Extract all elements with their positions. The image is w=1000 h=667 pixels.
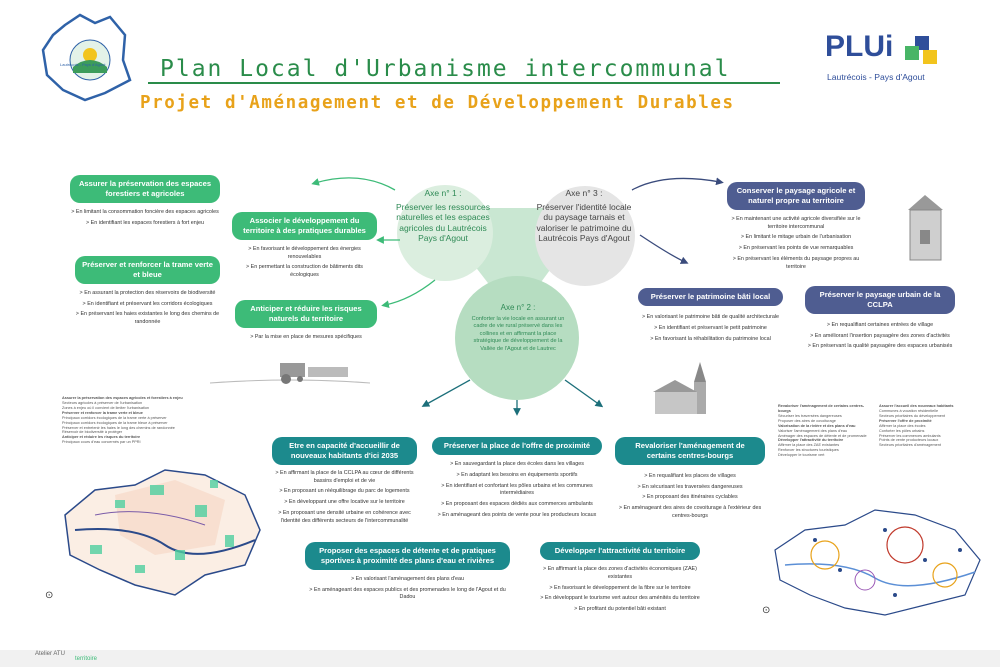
legend-row: Préserver et entretenir les haies le long des chemins de randonnée bbox=[62, 425, 175, 430]
footer-partner-1: Atelier ATU bbox=[35, 651, 65, 657]
axe1-objective-4[interactable] bbox=[235, 300, 377, 345]
objective-item: > En préservant les haies existantes le long des chemins de randonnée bbox=[75, 311, 220, 326]
legend-row: Renforcer les structures touristiques bbox=[778, 448, 839, 453]
legend-row: Principaux corridors écologiques de la trame bleue à préserver bbox=[62, 420, 168, 425]
right-territory-map[interactable] bbox=[765, 500, 990, 620]
left-territory-map[interactable] bbox=[55, 455, 270, 605]
plui-caption: Lautrécois - Pays d'Agout bbox=[827, 72, 925, 82]
objective-title: Préserver le patrimoine bâti local bbox=[638, 288, 783, 306]
axe1-objective-3[interactable] bbox=[75, 256, 220, 330]
legend-row: Aménager des espaces de détente et de promenade bbox=[778, 433, 867, 438]
legend-row: Préserver et renforcer la trame verte et bleue bbox=[62, 410, 143, 415]
footer-bar bbox=[0, 650, 1000, 667]
axe2-objective-5[interactable] bbox=[540, 542, 700, 617]
objective-item: > En affirmant la place des zones d'activités économiques (ZAE) existantes bbox=[543, 565, 697, 580]
legend-row: Secteurs agricoles à préserver de l'urbanisation bbox=[62, 400, 143, 405]
objective-item: > En affirmant la place de la CCLPA au cœur de différents bassins d'emploi et de vie bbox=[275, 469, 414, 484]
objective-item: > En développant le tourisme vert autour des aménités du territoire bbox=[540, 595, 700, 602]
axe3-objective-3[interactable] bbox=[805, 286, 955, 354]
objective-item: > En proposant des itinéraires cyclables bbox=[642, 494, 738, 501]
objective-item: > Par la mise en place de mesures spécifiques bbox=[250, 333, 362, 340]
objective-item: > En aménageant des espaces publics et des promenades le long de l'Agout et du Dadou bbox=[309, 586, 506, 601]
footer-partner-2: territoire bbox=[75, 656, 98, 662]
legend-row: Principaux corridors écologiques de la trame verte à préserver bbox=[62, 415, 167, 420]
objective-item: > En favorisant la réhabilitation du patrimoine local bbox=[650, 335, 771, 342]
objective-item: > En identifiant et confortant les pôles urbains et les communes intermédiaires bbox=[441, 482, 593, 497]
objective-item: > En requalifiant certaines entrées de village bbox=[826, 321, 934, 328]
legend-row: Principaux cours d'eau concernés par un PPRI bbox=[62, 440, 141, 445]
cc-logo-caption: Lautrécois - Pays d'Agout bbox=[60, 62, 106, 67]
objective-title: Associer le développement du territoire à des pratiques durables bbox=[232, 212, 377, 240]
legend-row: Préserver l'offre de proximité bbox=[879, 418, 932, 423]
axe3-text: Préserver l'identité locale du paysage tarnais et valoriser le patrimoine du Lautrécois Pays d'Agout bbox=[536, 202, 632, 243]
legend-row: Affirmer la place des ZAE existantes bbox=[778, 443, 840, 448]
axe2-objective-4[interactable] bbox=[305, 542, 510, 605]
objective-title: Préserver la place de l'offre de proximité bbox=[432, 437, 602, 455]
objective-title: Préserver le paysage urbain de la CCLPA bbox=[805, 286, 955, 314]
objective-item: > En proposant des espaces dédiés aux commerces ambulants bbox=[441, 501, 593, 508]
axe2-objective-3[interactable] bbox=[615, 437, 765, 524]
axe1-label: Axe n° 1 : bbox=[424, 188, 462, 198]
right-map-legend bbox=[778, 404, 978, 458]
objective-item: > En identifiant et préservant les corridors écologiques bbox=[82, 300, 213, 307]
tractor-illustration bbox=[210, 355, 370, 385]
objective-item: > En sauvegardant la place des écoles dans les villages bbox=[450, 460, 584, 467]
objective-item: > En limitant la consommation foncière des espaces agricoles bbox=[71, 208, 219, 215]
legend-row: Communes à vocation résidentielle bbox=[879, 408, 939, 413]
axe2-objective-1[interactable] bbox=[272, 437, 417, 529]
axe1-objective-1[interactable] bbox=[70, 175, 220, 230]
objective-title: Anticiper et réduire les risques naturels du territoire bbox=[235, 300, 377, 328]
legend-row: Secteurs prioritaires d'aménagement bbox=[879, 443, 941, 448]
objective-item: > En aménageant des aires de covoiturage à l'extérieur des centres-bourgs bbox=[618, 505, 762, 520]
objective-item: > En préservant les points de vue remarquables bbox=[738, 245, 854, 252]
legend-row: Conforter les pôles urbains bbox=[879, 428, 925, 433]
church-tower-illustration bbox=[898, 190, 953, 265]
legend-row: Anticiper et réduire les risques du territoire bbox=[62, 435, 141, 440]
axe2-text: Conforter la vie locale en assurant un cadre de vie rural préservé dans les collines et en affirmant la place stratégique de développement de la Vallée de l'Agout et de Lautrec bbox=[471, 315, 565, 352]
legend-row: Proposer des aires de covoiturage bbox=[778, 418, 836, 423]
objective-item: > En identifiant les espaces forestiers à fort enjeu bbox=[86, 219, 204, 226]
legend-row: Zones à enjeu où il convient de limiter l'urbanisation bbox=[62, 405, 150, 410]
objective-title: Proposer des espaces de détente et de pratiques sportives à proximité des plans d'eau et rivières bbox=[305, 542, 510, 570]
objective-item: > En limitant le mitage urbain de l'urbanisation bbox=[740, 234, 852, 241]
objective-item: > En valorisant le patrimoine bâti de qualité architecturale bbox=[641, 313, 780, 320]
legend-row: Affirmer la place des écoles bbox=[879, 423, 926, 428]
legend-row: Développer le tourisme vert bbox=[778, 453, 825, 458]
objective-title: Développer l'attractivité du territoire bbox=[540, 542, 700, 560]
axe3-label: Axe n° 3 : bbox=[565, 188, 603, 198]
axe3-objective-2[interactable] bbox=[638, 288, 783, 346]
objective-title: Revaloriser l'aménagement de certains centres-bourgs bbox=[615, 437, 765, 465]
legend-row: Valoriser l'aménagement des plans d'eau bbox=[778, 428, 848, 433]
compass-icon: ⊙ bbox=[45, 590, 54, 601]
axe2-objective-2[interactable] bbox=[432, 437, 602, 523]
legend-row: Réservoir de biodiversité à protéger bbox=[62, 430, 123, 435]
objective-title: Conserver le paysage agricole et naturel propre au territoire bbox=[727, 182, 865, 210]
objective-item: > En proposant un rééquilibrage du parc de logements bbox=[279, 488, 410, 495]
axe2-label: Axe n° 2 : bbox=[500, 303, 536, 312]
legend-row: Développer l'attractivité du territoire bbox=[778, 438, 844, 443]
axe1-objective-2[interactable] bbox=[232, 212, 377, 283]
objective-item: > En sécurisant les traversées dangereuses bbox=[637, 483, 743, 490]
legend-row: Sécuriser les traversées dangereuses bbox=[778, 413, 842, 418]
objective-title: Préserver et renforcer la trame verte et bleue bbox=[75, 256, 220, 284]
objective-item: > En permettant la construction de bâtiments dits écologiques bbox=[245, 264, 363, 279]
objective-item: > En maintenant une activité agricole diversifiée sur le territoire intercommunal bbox=[731, 215, 861, 230]
objective-item: > En favorisant le développement de la fibre sur le territoire bbox=[549, 584, 691, 591]
page-title: Plan Local d'Urbanisme intercommunal bbox=[160, 56, 731, 82]
legend-title: Assurer l'accueil des nouveaux habitants bbox=[879, 404, 954, 408]
page-subtitle: Projet d'Aménagement et de Développement Durables bbox=[140, 93, 735, 113]
legend-title: Revaloriser l'aménagement de certains centres-bourgs bbox=[778, 404, 865, 413]
objective-title: Assurer la préservation des espaces forestiers et agricoles bbox=[70, 175, 220, 203]
objective-title: Etre en capacité d'accueillir de nouveaux habitants d'ici 2035 bbox=[272, 437, 417, 465]
legend-row: Valorisation de la rivière et des plans d'eau bbox=[778, 423, 856, 428]
church-illustration bbox=[650, 362, 720, 417]
objective-item: > En assurant la protection des réservoirs de biodiversité bbox=[79, 289, 216, 296]
legend-title: Assurer la préservation des espaces agricoles et forestiers à enjeu bbox=[62, 396, 183, 400]
objective-item: > En développant une offre locative sur le territoire bbox=[284, 499, 405, 506]
objective-item: > En identifiant et préservant le petit patrimoine bbox=[654, 324, 767, 331]
legend-row: Préserver les commerces ambulants bbox=[879, 433, 941, 438]
plui-logo-text: PLUi bbox=[825, 30, 894, 63]
objective-item: > En profitant du potentiel bâti existant bbox=[574, 606, 666, 613]
objective-item: > En améliorant l'insertion paysagère des zones d'activités bbox=[810, 332, 950, 339]
objective-item: > En favorisant le développement des énergies renouvelables bbox=[248, 245, 361, 260]
objective-item: > En proposant une densité urbaine en cohérence avec l'identité des différents secteurs de l'intercommunalité bbox=[278, 510, 411, 524]
objective-item: > En adaptant les besoins en équipements sportifs bbox=[456, 471, 578, 478]
legend-row: Secteurs prioritaires du développement bbox=[879, 413, 946, 418]
axe1-text: Préserver les ressources naturelles et les espaces agricoles du Lautrécois Pays d'Agout bbox=[395, 202, 490, 243]
compass-icon: ⊙ bbox=[762, 605, 771, 616]
objective-item: > En aménageant des points de vente pour les producteurs locaux bbox=[437, 512, 597, 518]
objective-item: > En préservant la qualité paysagère des espaces urbanisés bbox=[807, 343, 953, 350]
objective-item: > En valorisant l'aménagement des plans d'eau bbox=[350, 575, 465, 582]
objective-item: > En requalifiant les places de villages bbox=[644, 472, 736, 479]
objective-item: > En préservant les éléments du paysage propres au territoire bbox=[732, 256, 860, 270]
axe3-objective-1[interactable] bbox=[727, 182, 865, 275]
legend-row: Points de vente producteurs locaux bbox=[879, 438, 939, 443]
left-map-legend bbox=[62, 396, 262, 445]
